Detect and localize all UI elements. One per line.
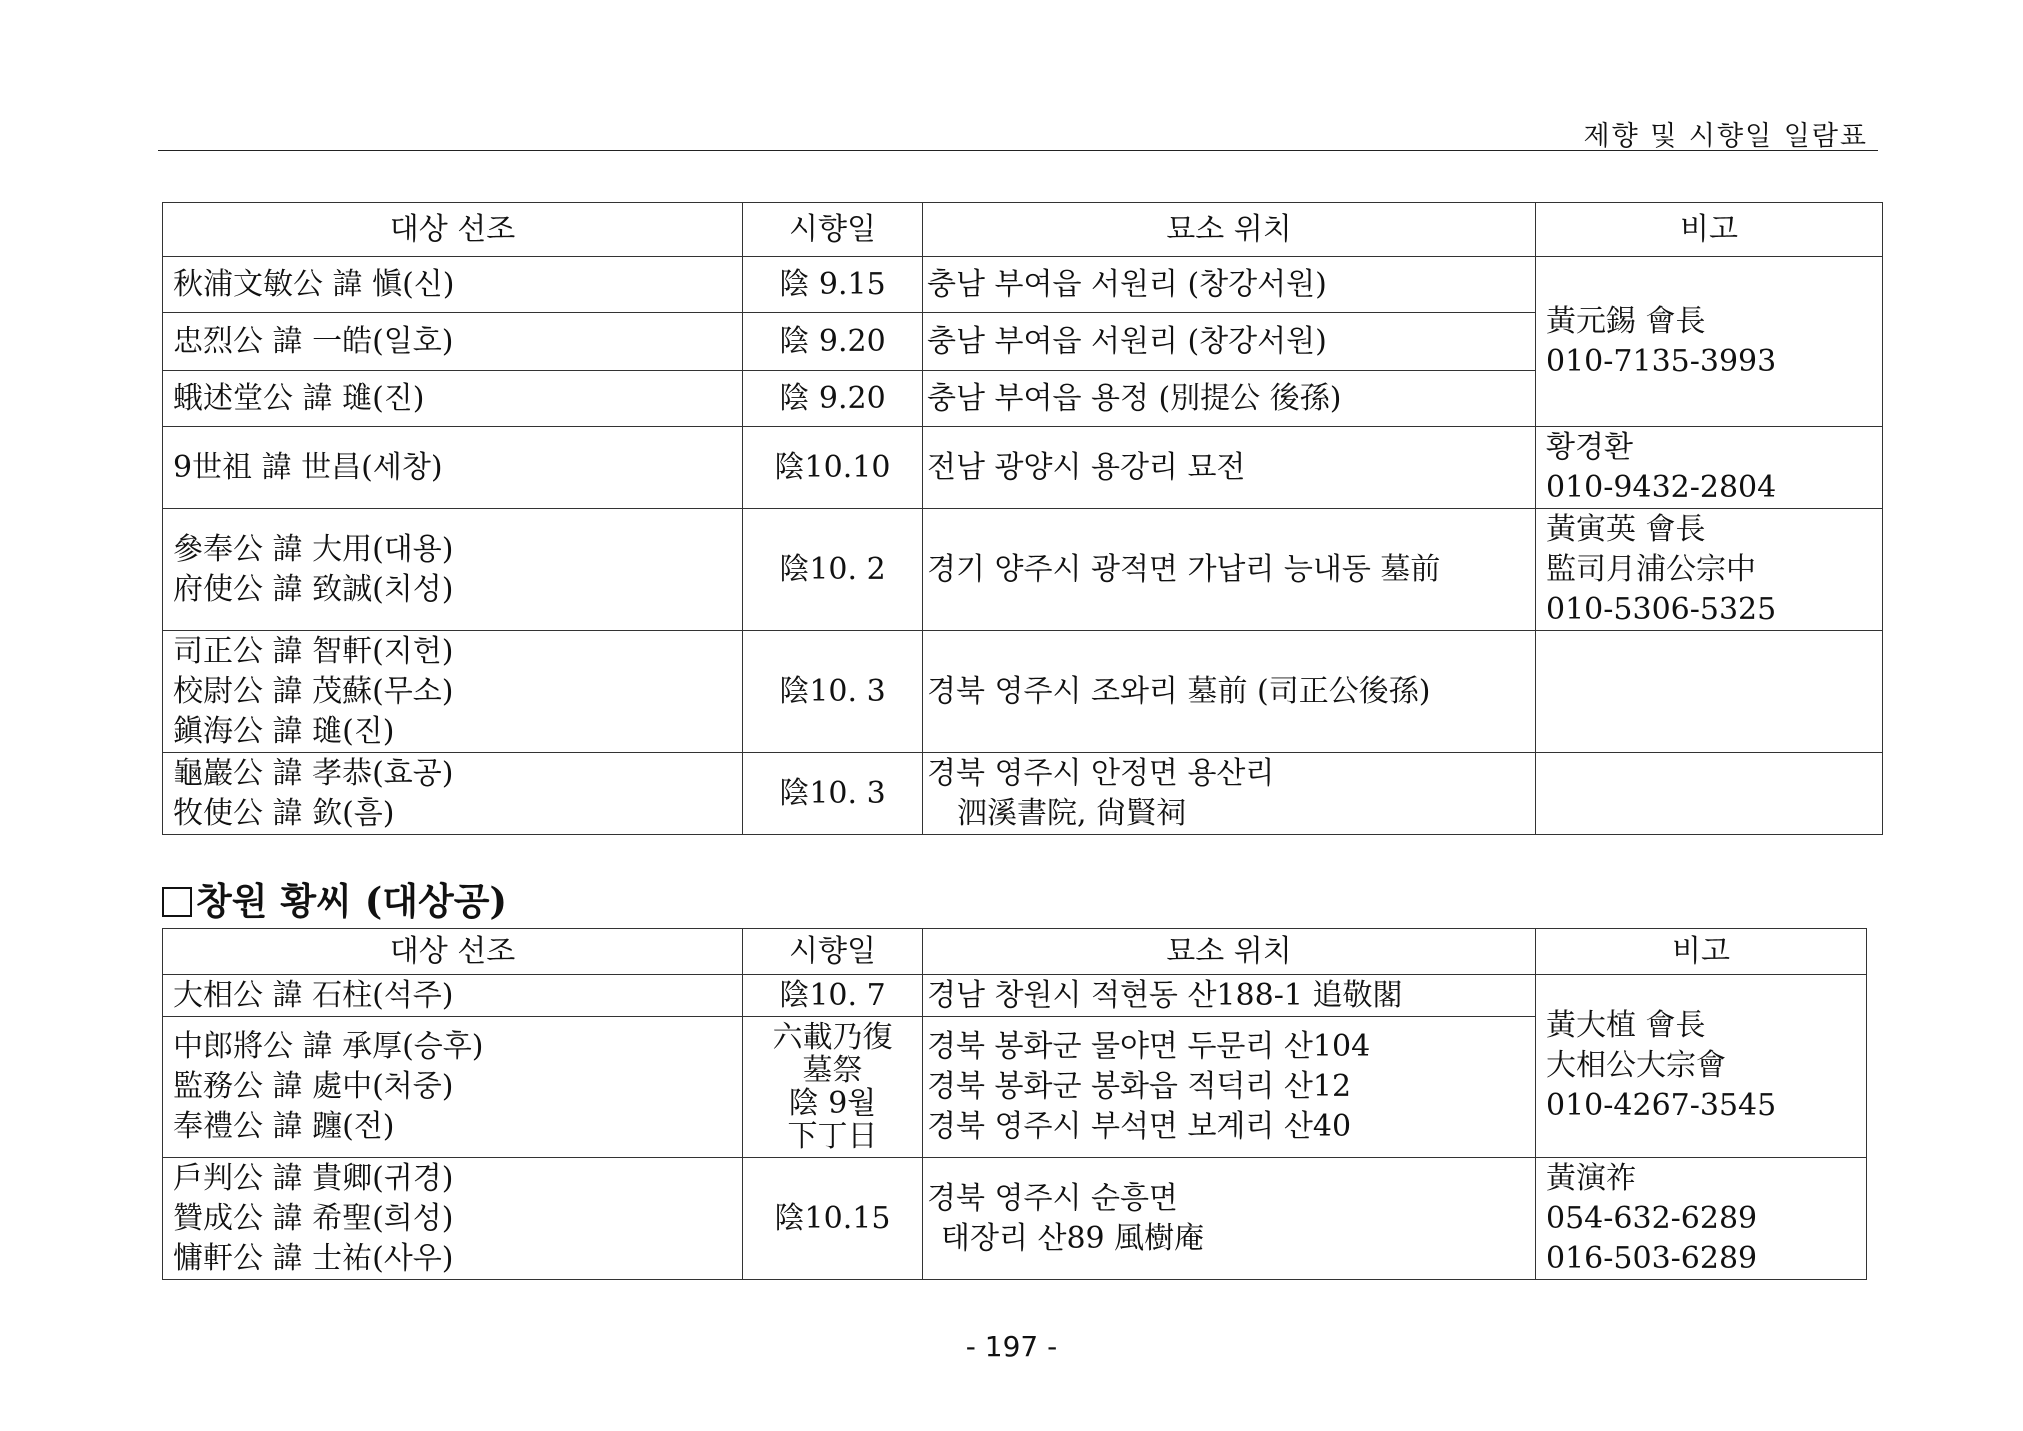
column-header: 시향일 [743, 929, 923, 975]
ancestor-cell: 忠烈公 諱 一皓(일호) [163, 313, 743, 371]
column-header: 묘소 위치 [923, 203, 1536, 257]
location-cell: 경남 창원시 적현동 산188-1 追敬閣 [923, 975, 1536, 1017]
ancestor-line: 奉禮公 諱 躔(전) [173, 1109, 395, 1144]
table-header-row [163, 203, 1883, 257]
ancestor-line: 慵軒公 諱 士祐(사우) [173, 1240, 454, 1276]
location-line: 경북 봉화군 봉화읍 적덕리 산12 [927, 1069, 1352, 1104]
date-cell: 陰10. 3 [743, 753, 923, 835]
date-cell: 陰10.10 [743, 427, 923, 509]
section-title: 창원 황씨 (대상공) [196, 879, 507, 923]
column-header: 대상 선조 [163, 203, 743, 257]
note-line: 010-4267-3545 [1546, 1088, 1777, 1123]
ancestor-line: 中郎將公 諱 承厚(승후) [173, 1029, 484, 1064]
ancestor-cell [163, 1017, 743, 1158]
location-cell [923, 1158, 1536, 1280]
date-cell: 陰10. 7 [743, 975, 923, 1017]
note-line: 054-632-6289 [1546, 1200, 1758, 1236]
note-cell [1536, 975, 1867, 1158]
note-line: 황경환 [1546, 429, 1633, 465]
note-line: 010-7135-3993 [1546, 343, 1777, 379]
table-row [163, 631, 1883, 753]
note-line: 黃元錫 會長 [1546, 303, 1706, 339]
location-line: 泗溪書院, 尙賢祠 [957, 795, 1187, 831]
table-header-row [163, 929, 1867, 975]
table-row [163, 427, 1883, 509]
location-cell: 경기 양주시 광적면 가납리 능내동 墓前 [923, 509, 1536, 631]
column-header: 비고 [1536, 929, 1867, 975]
date-cell [743, 1017, 923, 1158]
column-header: 비고 [1536, 203, 1883, 257]
note-cell [1536, 1158, 1867, 1280]
note-cell-empty [1536, 753, 1883, 835]
date-line: 六載乃復 [772, 1020, 893, 1055]
location-cell [923, 1017, 1536, 1158]
location-cell [923, 753, 1536, 835]
page-number: - 197 - [965, 1330, 1058, 1363]
ancestor-line: 校尉公 諱 茂蘇(무소) [173, 673, 454, 709]
note-line: 黃大植 會長 [1546, 1008, 1706, 1043]
ancestor-cell [163, 1158, 743, 1280]
date-line: 下丁日 [787, 1119, 878, 1154]
ancestor-line: 戶判公 諱 貴卿(귀경) [173, 1160, 454, 1196]
ancestor-cell [163, 753, 743, 835]
note-cell [1536, 257, 1883, 427]
location-cell: 전남 광양시 용강리 묘전 [923, 427, 1536, 509]
location-line: 경북 봉화군 물야면 두문리 산104 [927, 1029, 1371, 1064]
location-line: 태장리 산89 風樹庵 [941, 1220, 1205, 1256]
note-line: 010-9432-2804 [1546, 469, 1777, 505]
date-cell: 陰 9.20 [743, 371, 923, 427]
ancestor-cell: 大相公 諱 石柱(석주) [163, 975, 743, 1017]
ancestor-line: 牧使公 諱 欽(흠) [173, 795, 395, 831]
ancestor-line: 府使公 諱 致誠(치성) [173, 571, 454, 607]
note-line: 016-503-6289 [1546, 1240, 1758, 1276]
checkbox-square-icon [162, 887, 192, 917]
note-line: 010-5306-5325 [1546, 591, 1777, 627]
ancestor-cell [163, 631, 743, 753]
table-row [163, 257, 1883, 313]
table-row [163, 509, 1883, 631]
ancestor-line: 贊成公 諱 希聖(희성) [173, 1200, 454, 1236]
ancestor-line: 監務公 諱 處中(처중) [173, 1069, 454, 1104]
location-cell: 충남 부여읍 서원리 (창강서원) [923, 313, 1536, 371]
memorial-schedule-table-1 [162, 202, 1883, 835]
ancestor-line: 鎭海公 諱 璡(진) [173, 713, 395, 749]
date-line: 墓祭 [802, 1053, 863, 1088]
location-cell: 충남 부여읍 용정 (別提公 後孫) [923, 371, 1536, 427]
running-header [158, 112, 1878, 151]
date-cell: 陰10.15 [743, 1158, 923, 1280]
note-line: 黃演祚 [1546, 1160, 1636, 1196]
table-row [163, 975, 1867, 1017]
section-heading [162, 878, 507, 924]
ancestor-line: 參奉公 諱 大用(대용) [173, 531, 454, 567]
date-cell: 陰 9.20 [743, 313, 923, 371]
ancestor-line: 龜巖公 諱 孝恭(효공) [173, 755, 454, 791]
memorial-schedule-table-2 [162, 928, 1867, 1280]
note-line: 大相公大宗會 [1546, 1048, 1726, 1083]
running-title: 제향 및 시향일 일람표 [1583, 121, 1868, 152]
table-row [163, 753, 1883, 835]
note-cell [1536, 509, 1883, 631]
column-header: 대상 선조 [163, 929, 743, 975]
ancestor-cell: 蛾述堂公 諱 璡(진) [163, 371, 743, 427]
note-line: 監司月浦公宗中 [1546, 551, 1756, 587]
location-cell: 충남 부여읍 서원리 (창강서원) [923, 257, 1536, 313]
ancestor-cell: 9世祖 諱 世昌(세창) [163, 427, 743, 509]
note-line: 黃寅英 會長 [1546, 511, 1706, 547]
ancestor-cell: 秋浦文敏公 諱 愼(신) [163, 257, 743, 313]
table-row [163, 1158, 1867, 1280]
date-cell: 陰10. 3 [743, 631, 923, 753]
location-line: 경북 영주시 부석면 보계리 산40 [927, 1109, 1352, 1144]
date-cell: 陰10. 2 [743, 509, 923, 631]
date-cell: 陰 9.15 [743, 257, 923, 313]
location-line: 경북 영주시 순흥면 [927, 1180, 1178, 1216]
column-header: 묘소 위치 [923, 929, 1536, 975]
location-line: 경북 영주시 안정면 용산리 [927, 755, 1275, 791]
ancestor-line: 司正公 諱 智軒(지헌) [173, 633, 454, 669]
note-cell-empty [1536, 631, 1883, 753]
column-header: 시향일 [743, 203, 923, 257]
ancestor-cell [163, 509, 743, 631]
date-line: 陰 9월 [788, 1086, 877, 1121]
note-cell [1536, 427, 1883, 509]
location-cell: 경북 영주시 조와리 墓前 (司正公後孫) [923, 631, 1536, 753]
